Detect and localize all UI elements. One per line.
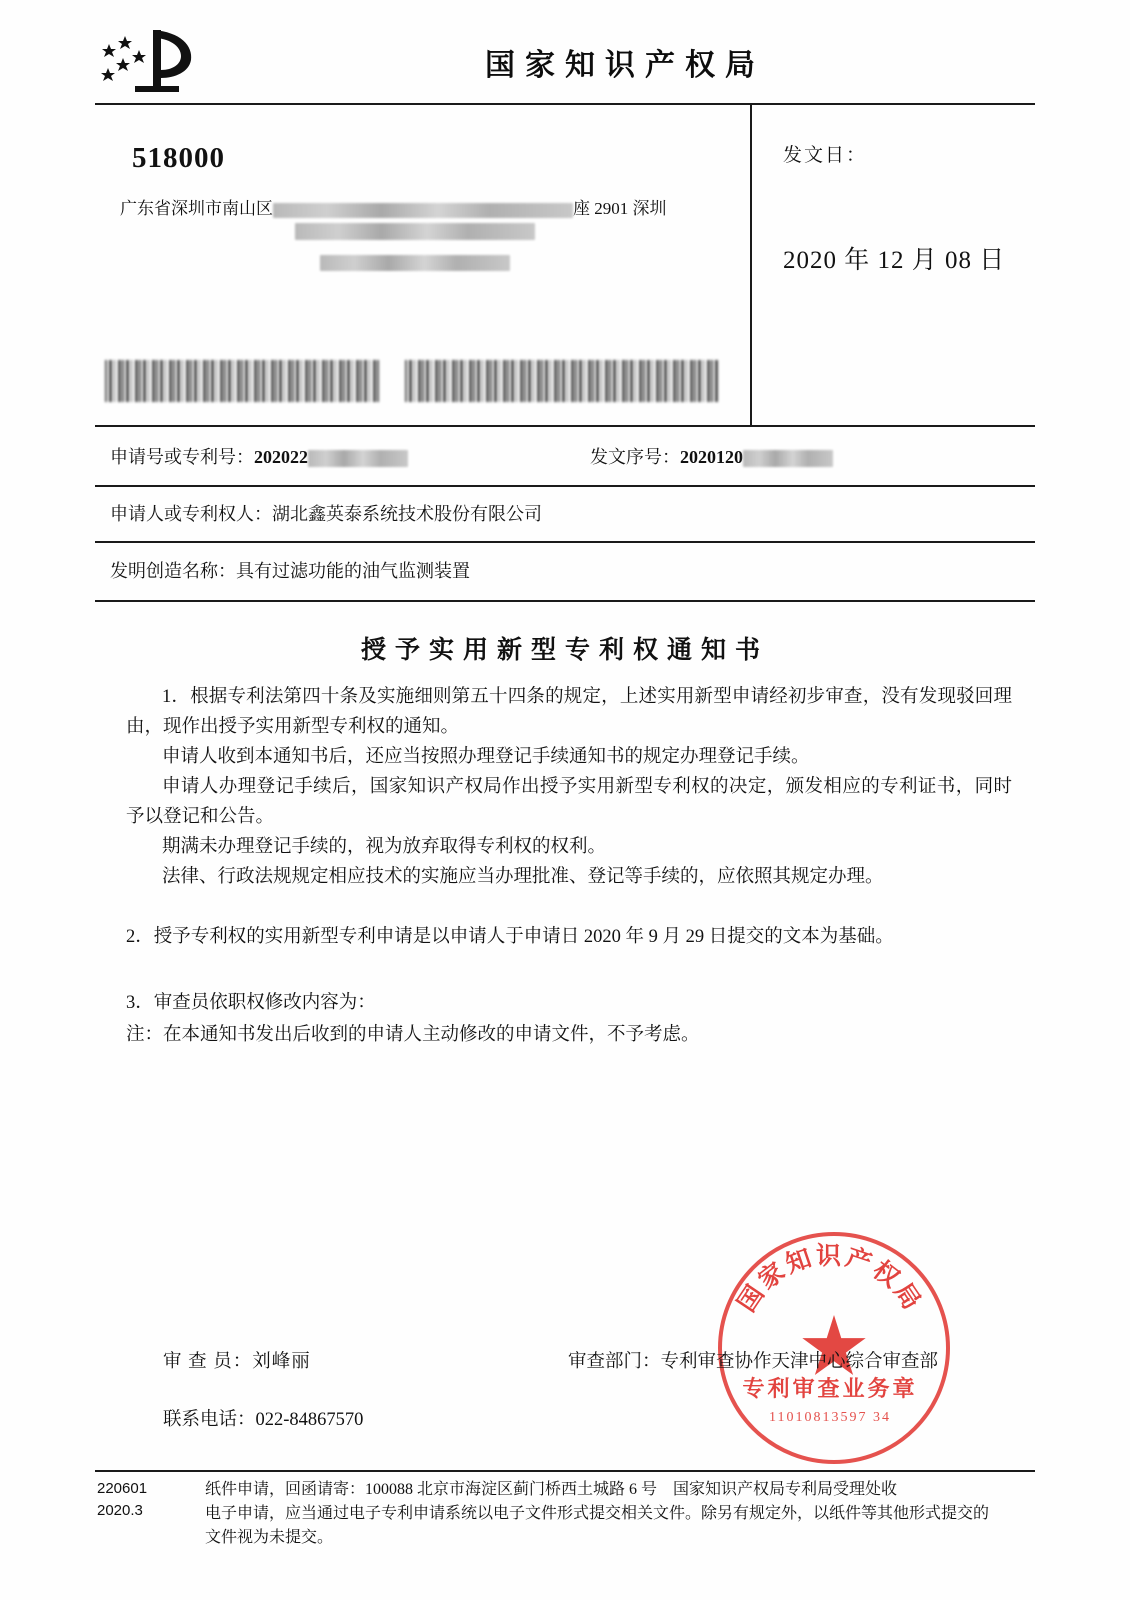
address-line-1 [120, 194, 667, 219]
document-header [95, 20, 1035, 102]
addressee-block [95, 105, 750, 425]
application-number-value: 202022 [254, 447, 308, 467]
application-number-label: 申请号或专利号： [110, 447, 254, 467]
department-value: 专利审查协作天津中心综合审查部 [660, 1352, 939, 1372]
notice-paragraph-2 [126, 922, 1012, 952]
paragraph-3-text: 3．审查员依职权修改内容为： [126, 993, 376, 1013]
examiner-value: 刘峰丽 [252, 1352, 311, 1372]
redacted-doc-serial [743, 450, 833, 467]
seal-number: 11010813597 34 [769, 1410, 891, 1425]
doc-serial-label: 发文序号： [590, 447, 680, 467]
doc-serial-value: 2020120 [680, 447, 743, 467]
redacted-address-3 [320, 255, 510, 271]
examiner-label: 审 查 员： [163, 1352, 253, 1372]
footer-code-line-1: 220601 [97, 1480, 148, 1497]
barcode-icon-2 [405, 360, 720, 402]
postcode: 518000 [132, 142, 225, 174]
paragraph-2-text: 2．授予专利权的实用新型专利申请是以申请人于申请日 2020 年 9 月 29 日提交的文本为基础。 [126, 927, 894, 947]
applicant-value: 湖北鑫英泰系统技术股份有限公司 [272, 504, 542, 524]
divider-vertical [750, 105, 752, 425]
divider-4 [95, 541, 1035, 543]
invention-title-value: 具有过滤功能的油气监测装置 [236, 561, 470, 581]
paragraph-1-line-2: 申请人收到本通知书后，还应当按照办理登记手续通知书的规定办理登记手续。 [162, 747, 810, 767]
notice-title: 授予实用新型专利权通知书 [360, 637, 769, 664]
redacted-application-number [308, 450, 408, 467]
contact-phone-label: 联系电话： [163, 1410, 256, 1430]
barcode-icon-1 [105, 360, 380, 402]
divider-5 [95, 600, 1035, 602]
redacted-address-1 [273, 203, 573, 218]
issue-date-label: 发文日： [783, 145, 868, 166]
application-number-row [110, 443, 408, 469]
footer-code-line-2: 2020.3 [97, 1502, 143, 1519]
paragraph-1-line-5: 法律、行政法规规定相应技术的实施应当办理批准、登记等手续的，应依照其规定办理。 [162, 867, 884, 887]
footer-note-line-1: 纸件申请，回函请寄：100088 北京市海淀区蓟门桥西土城路 6 号 国家知识产权局专利局受理处收 [205, 1481, 898, 1498]
footer-note [205, 1478, 1035, 1550]
address-line-1-suffix: 座 2901 深圳 [573, 199, 667, 218]
notice-paragraph-3 [126, 988, 1012, 1018]
paragraph-1-line-1: 1．根据专利法第四十条及实施细则第五十四条的规定，上述实用新型申请经初步审查，没有发现驳回理由，现作出授予实用新型专利权的通知。 [126, 687, 1012, 737]
applicant-label: 申请人或专利权人： [110, 504, 272, 524]
divider-3 [95, 485, 1035, 487]
seal-bottom-text: 专利审查业务章 [742, 1376, 918, 1401]
invention-title-label: 发明创造名称： [110, 561, 236, 581]
contact-phone-value: 022-84867570 [255, 1410, 364, 1430]
seal-top-text-path: 国家知识产权局 [733, 1243, 927, 1318]
invention-title-row [110, 557, 470, 583]
department-row [568, 1347, 938, 1373]
doc-serial-row [590, 443, 833, 469]
examiner-row [163, 1347, 311, 1373]
department-label: 审查部门： [568, 1352, 661, 1372]
notice-note [126, 1020, 1012, 1050]
issue-date-value: 2020 年 12 月 08 日 [783, 247, 1006, 274]
page-title: 国家知识产权局 [485, 49, 765, 82]
note-text: 注：在本通知书发出后收到的申请人主动修改的申请文件，不予考虑。 [126, 1025, 700, 1045]
footer-form-code [97, 1478, 147, 1522]
footer-note-line-2: 电子申请，应当通过电子专利申请系统以电子文件形式提交相关文件。除另有规定外，以纸件等其他形式提交的 [205, 1505, 990, 1522]
cnipa-emblem-icon [95, 28, 205, 96]
footer-note-line-3: 文件视为未提交。 [205, 1529, 334, 1546]
applicant-row [110, 500, 542, 526]
paragraph-1-line-3: 申请人办理登记手续后，国家知识产权局作出授予实用新型专利权的决定，颁发相应的专利证书，同时予以登记和公告。 [126, 777, 1012, 827]
divider-footer [95, 1470, 1035, 1472]
address-line-1-prefix: 广东省深圳市南山区 [120, 199, 273, 218]
notice-paragraph-1 [126, 682, 1012, 892]
contact-phone-row [163, 1405, 363, 1431]
paragraph-1-line-4: 期满未办理登记手续的，视为放弃取得专利权的权利。 [162, 837, 607, 857]
divider-2 [95, 425, 1035, 427]
redacted-address-2 [295, 223, 535, 240]
